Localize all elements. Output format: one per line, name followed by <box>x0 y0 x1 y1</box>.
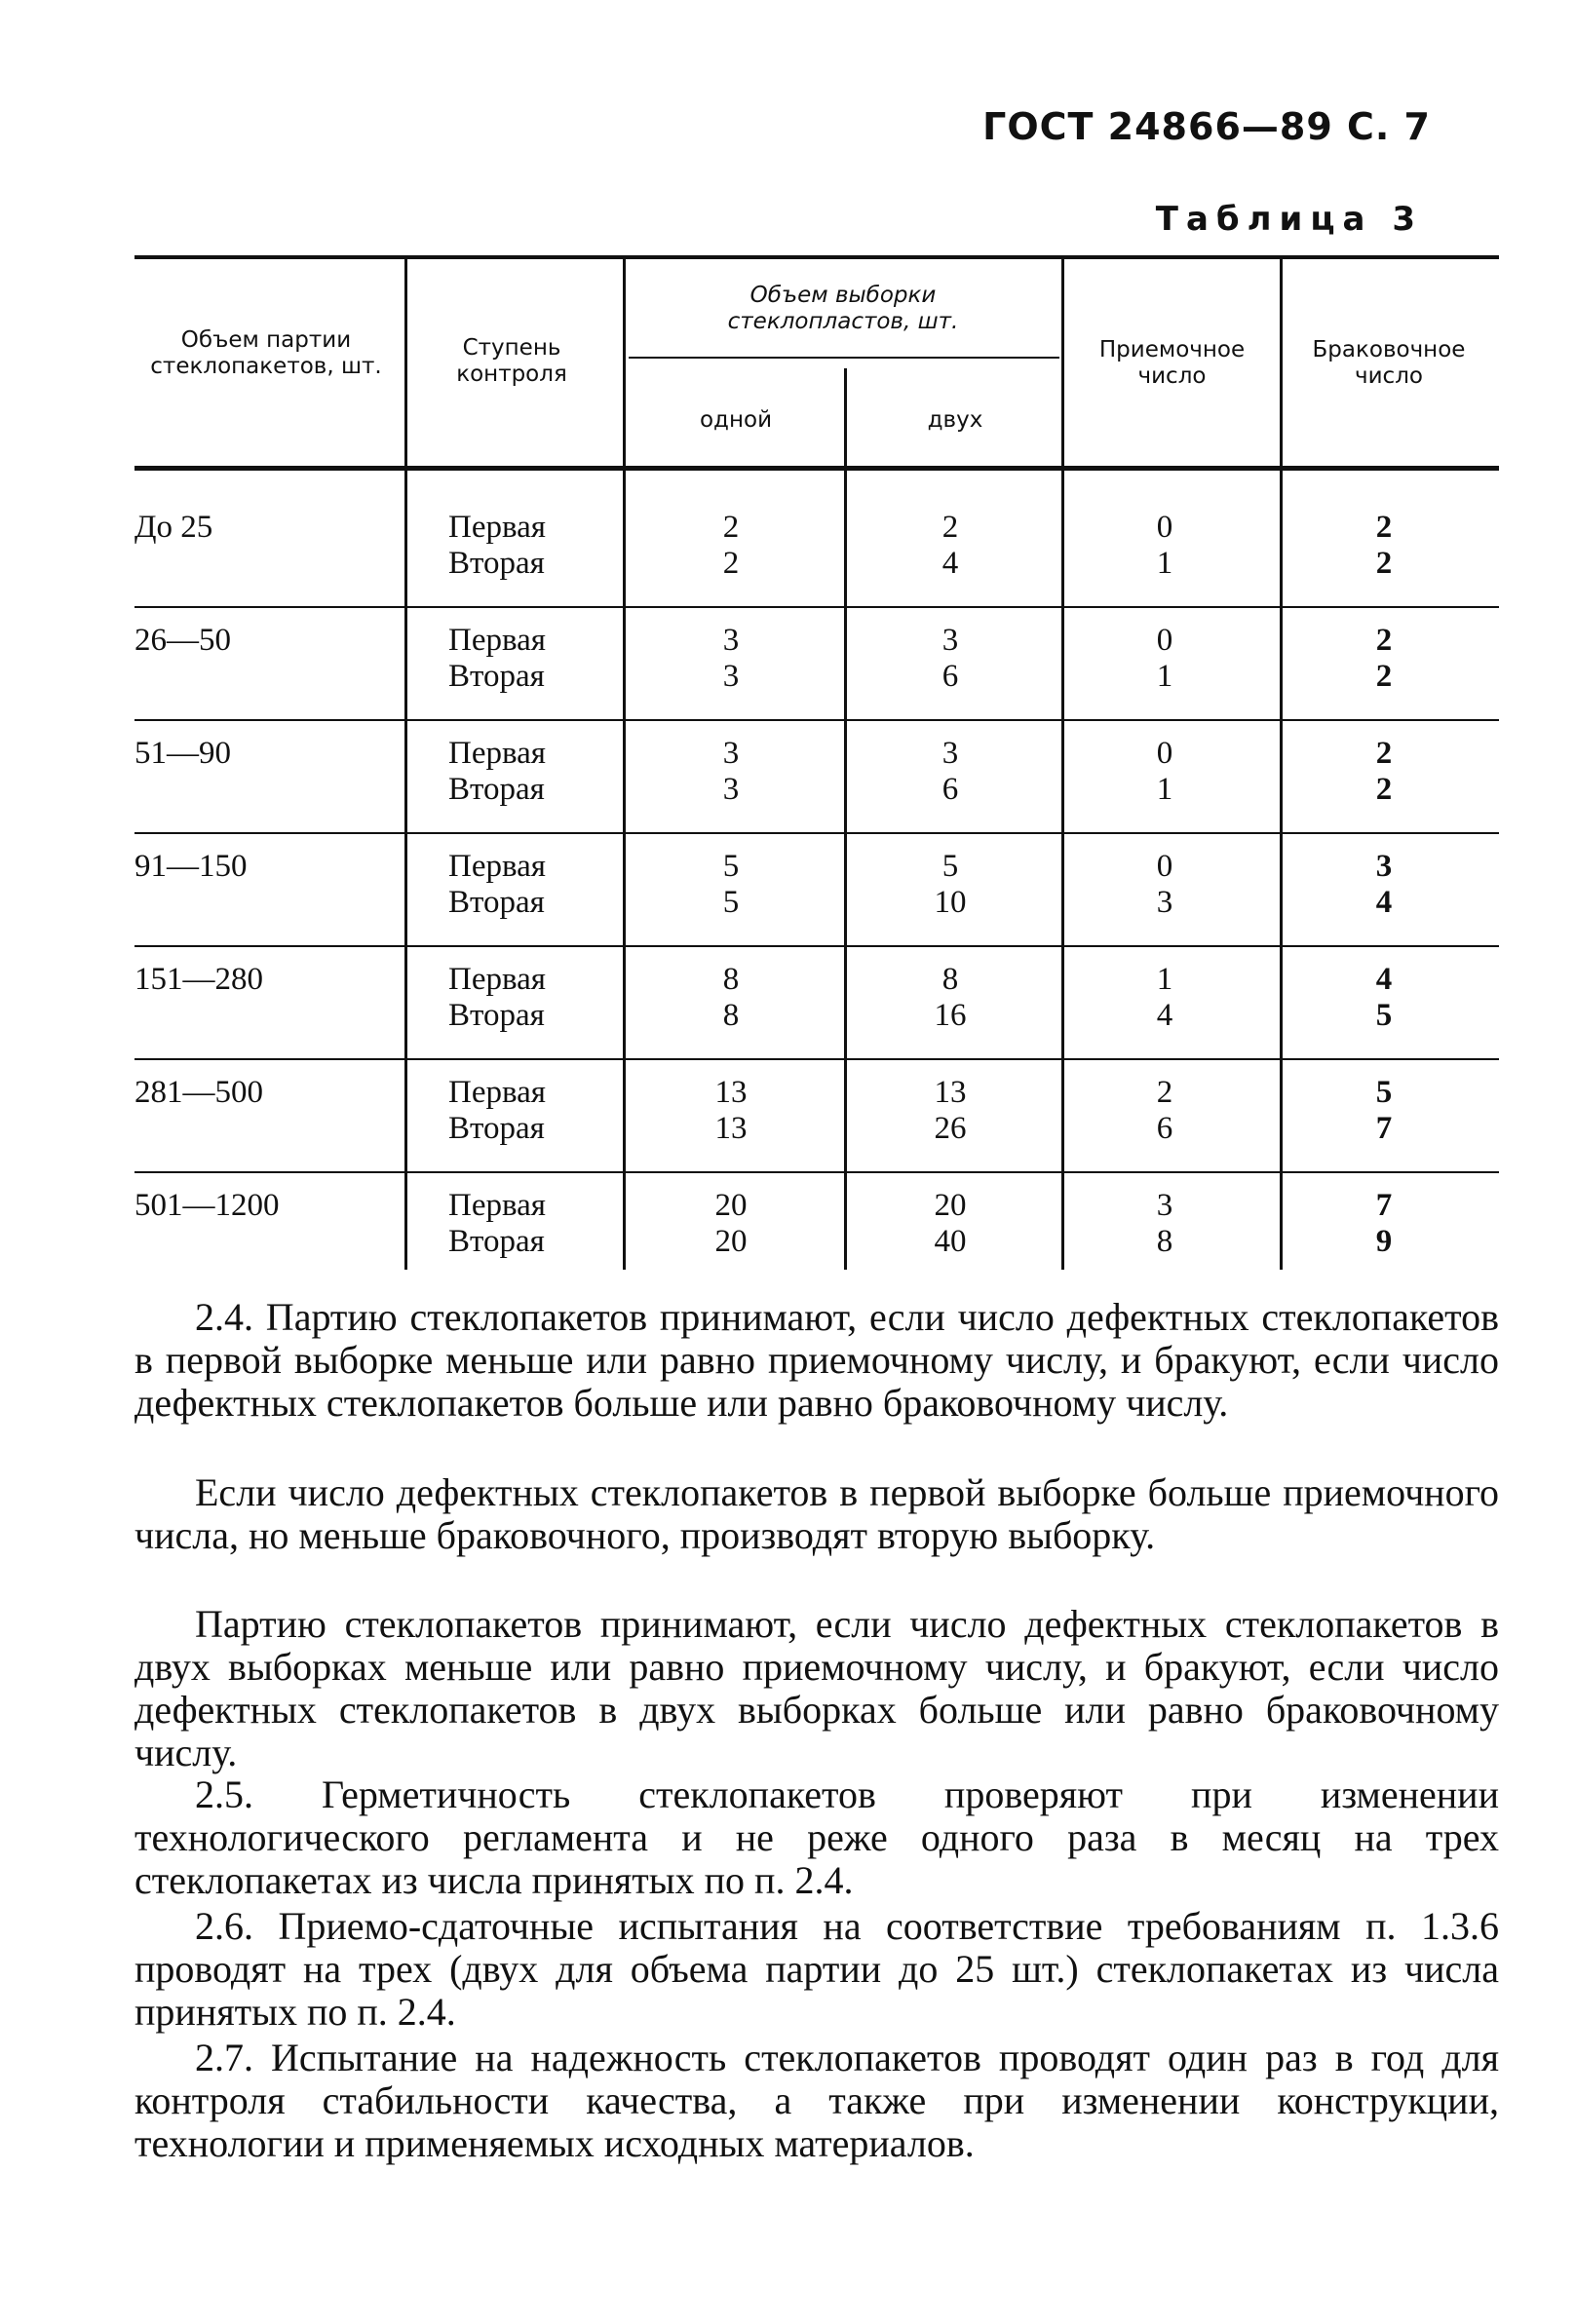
row-separator <box>134 1171 1499 1173</box>
cell-single: 8 8 <box>722 962 740 1033</box>
column-divider <box>404 471 407 1270</box>
cell-batch: 91—150 <box>134 849 248 884</box>
row-separator <box>134 1058 1499 1060</box>
paragraph-2-7: 2.7. Испытание на надежность стеклопакетов проводят один раз в год для контроля стабильности качества, а также при изменении конструкции, технологии и применяемых исходных материалов. <box>134 2036 1499 2165</box>
cell-double: 3 6 <box>941 736 959 807</box>
subheader-rule <box>629 357 1059 359</box>
paragraph-2-4: 2.4. Партию стеклопакетов принимают, если число дефектных стеклопакетов в первой выборке меньше или равно приемочному числу, и бракуют, если число дефектных стеклопакетов больше или равно браковочному числу. <box>134 1295 1499 1425</box>
column-divider <box>1061 259 1064 466</box>
row-separator <box>134 606 1499 608</box>
cell-single: 5 5 <box>722 849 740 920</box>
cell-acceptance: 0 3 <box>1156 849 1173 920</box>
cell-rejection: 5 7 <box>1375 1075 1393 1146</box>
cell-rejection: 3 4 <box>1375 849 1393 920</box>
column-divider <box>1280 259 1283 466</box>
cell-single: 3 3 <box>722 623 740 694</box>
row-separator <box>134 945 1499 947</box>
cell-batch: 501—1200 <box>134 1188 280 1223</box>
cell-double: 13 26 <box>934 1075 967 1146</box>
header-single: одной <box>699 407 773 433</box>
paragraph-second-sample: Если число дефектных стеклопакетов в первой выборке больше приемочного числа, но меньше браковочного, производят вторую выборку. <box>134 1470 1499 1557</box>
cell-rejection: 2 2 <box>1375 736 1393 807</box>
cell-rejection: 2 2 <box>1375 510 1393 581</box>
header-stage: Ступень контроля <box>456 335 567 387</box>
column-divider <box>1061 471 1064 1270</box>
column-divider <box>844 471 847 1270</box>
cell-acceptance: 2 6 <box>1156 1075 1173 1146</box>
cell-stage: Первая Вторая <box>448 623 546 694</box>
cell-acceptance: 0 1 <box>1156 510 1173 581</box>
cell-stage: Первая Вторая <box>448 736 546 807</box>
cell-batch: До 25 <box>134 510 213 545</box>
cell-stage: Первая Вторая <box>448 510 546 581</box>
table-header-rule <box>134 466 1499 471</box>
header-acceptance: Приемочное число <box>1098 337 1246 389</box>
cell-batch: 51—90 <box>134 736 231 771</box>
cell-rejection: 4 5 <box>1375 962 1393 1033</box>
cell-double: 8 16 <box>934 962 967 1033</box>
row-separator <box>134 832 1499 834</box>
cell-batch: 26—50 <box>134 623 231 658</box>
column-divider <box>404 259 407 466</box>
cell-single: 3 3 <box>722 736 740 807</box>
paragraph-two-samples: Партию стеклопакетов принимают, если число дефектных стеклопакетов в двух выборках меньше или равно приемочному числу, и бракуют, если число дефектных стеклопакетов в двух выборках больше или равно браковочному числу. <box>134 1602 1499 1774</box>
cell-acceptance: 0 1 <box>1156 623 1173 694</box>
column-divider <box>1280 471 1283 1270</box>
cell-stage: Первая Вторая <box>448 1075 546 1146</box>
cell-rejection: 7 9 <box>1375 1188 1393 1259</box>
cell-acceptance: 1 4 <box>1156 962 1173 1033</box>
cell-acceptance: 3 8 <box>1156 1188 1173 1259</box>
column-divider <box>844 368 847 466</box>
cell-double: 3 6 <box>941 623 959 694</box>
cell-batch: 151—280 <box>134 962 263 997</box>
header-batch-volume: Объем партии стеклопакетов, шт. <box>150 327 382 379</box>
header-sample-volume: Объем выборки стеклопластов, шт. <box>727 283 959 334</box>
cell-stage: Первая Вторая <box>448 962 546 1033</box>
cell-double: 20 40 <box>934 1188 967 1259</box>
cell-acceptance: 0 1 <box>1156 736 1173 807</box>
column-divider <box>623 259 626 466</box>
cell-double: 5 10 <box>934 849 967 920</box>
table-caption: Таблица 3 <box>1155 200 1423 239</box>
cell-double: 2 4 <box>941 510 959 581</box>
column-divider <box>623 471 626 1270</box>
cell-stage: Первая Вторая <box>448 849 546 920</box>
page-header: ГОСТ 24866—89 С. 7 <box>982 105 1431 148</box>
cell-single: 20 20 <box>714 1188 748 1259</box>
cell-single: 13 13 <box>714 1075 748 1146</box>
paragraph-2-5: 2.5. Герметичность стеклопакетов проверяют при изменении технологического регламента и не реже одного раза в месяц на трех стеклопакетах из числа принятых по п. 2.4. <box>134 1772 1499 1902</box>
cell-rejection: 2 2 <box>1375 623 1393 694</box>
header-rejection: Браковочное число <box>1312 337 1466 389</box>
cell-stage: Первая Вторая <box>448 1188 546 1259</box>
paragraph-2-6: 2.6. Приемо-сдаточные испытания на соответствие требованиям п. 1.3.6 проводят на трех (двух для объема партии до 25 шт.) стеклопакетах из числа принятых по п. 2.4. <box>134 1904 1499 2034</box>
header-double: двух <box>927 407 983 433</box>
cell-batch: 281—500 <box>134 1075 263 1110</box>
table-top-rule <box>134 255 1499 259</box>
cell-single: 2 2 <box>722 510 740 581</box>
row-separator <box>134 719 1499 721</box>
